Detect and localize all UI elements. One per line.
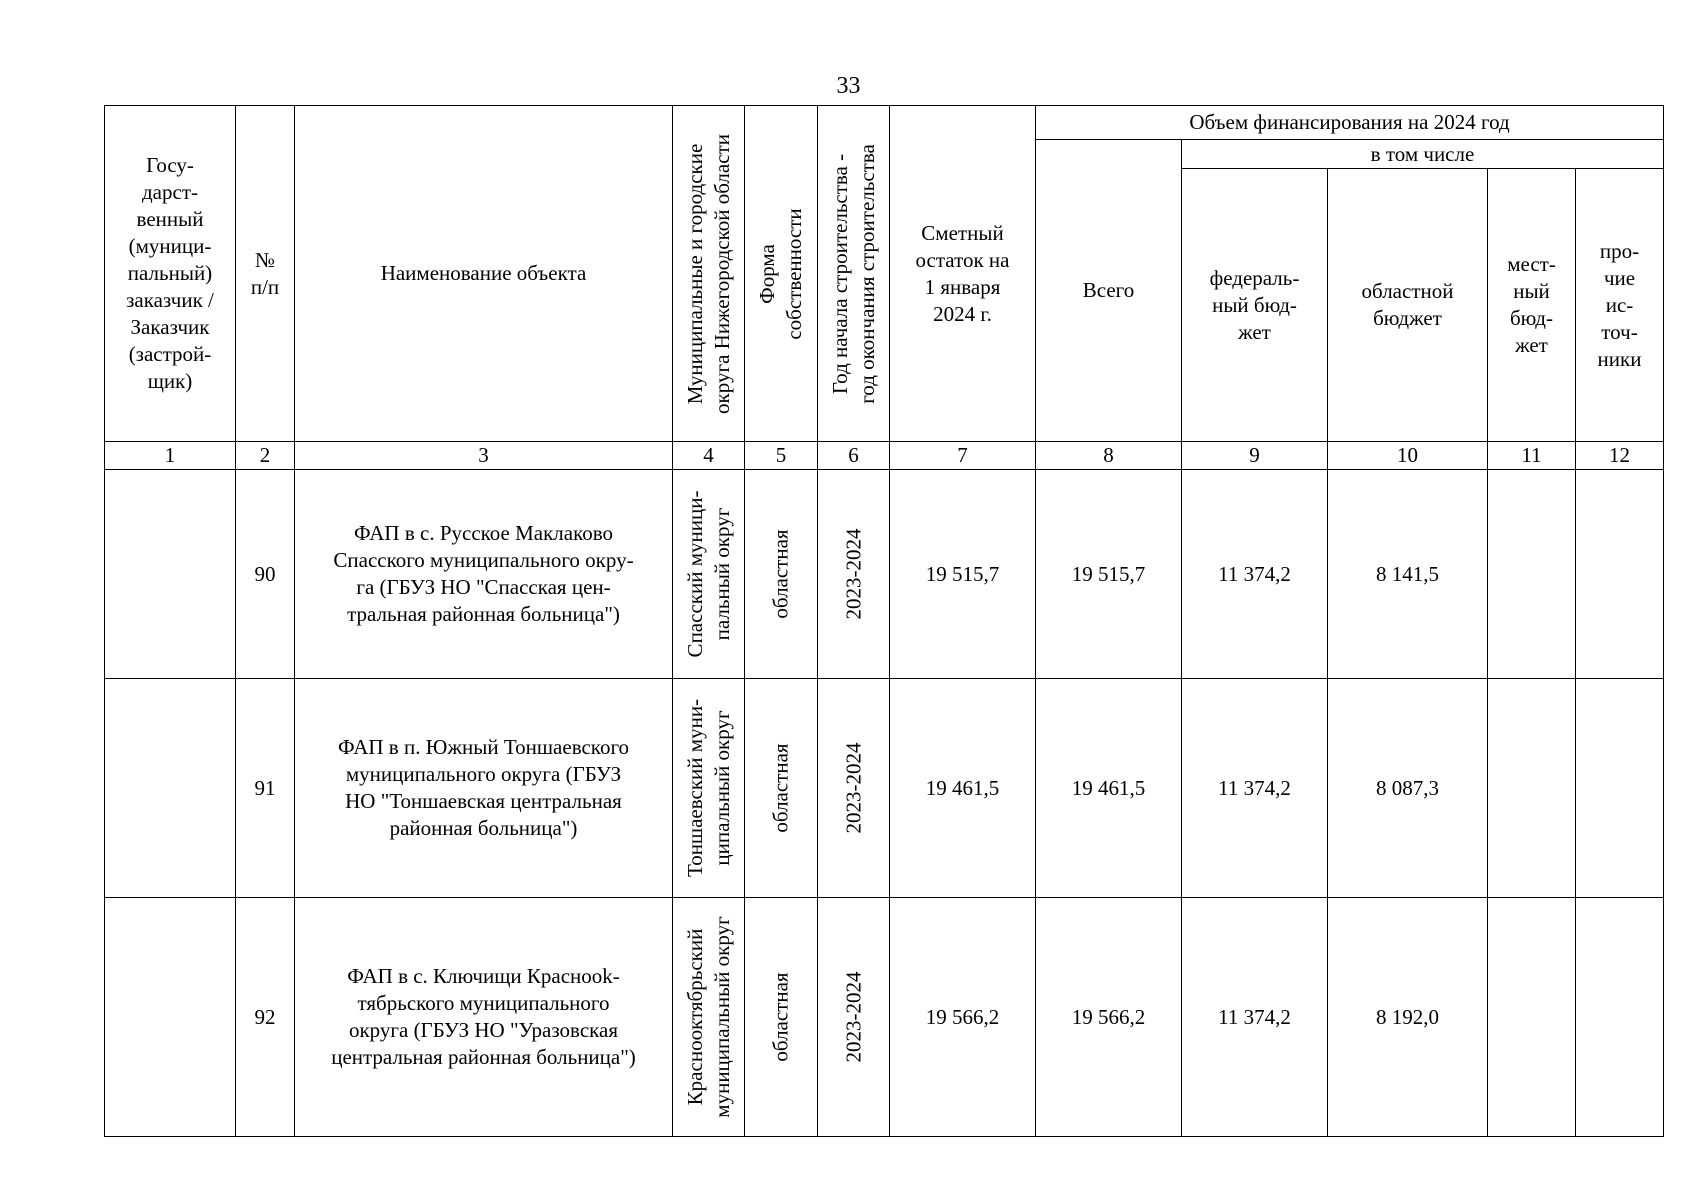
header-financing-title: Объем финансирования на 2024 год bbox=[1036, 106, 1664, 140]
column-number: 1 bbox=[105, 442, 236, 470]
header-total: Всего bbox=[1036, 140, 1182, 442]
column-number: 7 bbox=[890, 442, 1036, 470]
header-num: № п/п bbox=[236, 106, 295, 442]
cell-num: 90 bbox=[236, 470, 295, 679]
table-row bbox=[105, 679, 1664, 898]
cell-federal: 11 374,2 bbox=[1182, 898, 1328, 1137]
header-customer: Госу- дарст- венный (муници- пальный) заказчик / Заказчик (застрой- щик) bbox=[105, 106, 236, 442]
cell-ownership: областная bbox=[745, 679, 818, 898]
cell-other bbox=[1576, 898, 1664, 1137]
cell-years: 2023-2024 bbox=[818, 470, 890, 679]
cell-local bbox=[1488, 898, 1576, 1137]
cell-object-name: ФАП в п. Южный Тоншаевского муниципального округа (ГБУЗ НО "Тоншаевская центральная районная больница") bbox=[295, 679, 673, 898]
cell-years: 2023-2024 bbox=[818, 679, 890, 898]
cell-num: 91 bbox=[236, 679, 295, 898]
cell-ownership: областная bbox=[745, 898, 818, 1137]
table-row bbox=[105, 470, 1664, 679]
column-number: 12 bbox=[1576, 442, 1664, 470]
cell-estimate: 19 566,2 bbox=[890, 898, 1036, 1137]
page-number: 33 bbox=[836, 73, 861, 99]
header-ownership: Форма собственности bbox=[745, 106, 818, 442]
header-row-1 bbox=[105, 106, 1664, 140]
column-number: 3 bbox=[295, 442, 673, 470]
cell-local bbox=[1488, 679, 1576, 898]
cell-num: 92 bbox=[236, 898, 295, 1137]
cell-municipal: Спасский муници- пальный округ bbox=[673, 470, 745, 679]
header-including: в том числе bbox=[1182, 140, 1664, 169]
cell-total: 19 515,7 bbox=[1036, 470, 1182, 679]
cell-other bbox=[1576, 470, 1664, 679]
cell-municipal: Краснооктябрьский муниципальный округ bbox=[673, 898, 745, 1137]
cell-total: 19 566,2 bbox=[1036, 898, 1182, 1137]
cell-object-name: ФАП в с. Ключищи Краснook- тябрьского муниципального округа (ГБУЗ НО "Уразовская центральная районная больница") bbox=[295, 898, 673, 1137]
column-number: 5 bbox=[745, 442, 818, 470]
cell-years: 2023-2024 bbox=[818, 898, 890, 1137]
header-regional: областной бюджет bbox=[1328, 169, 1488, 442]
cell-regional: 8 087,3 bbox=[1328, 679, 1488, 898]
header-object-name: Наименование объекта bbox=[295, 106, 673, 442]
column-number: 4 bbox=[673, 442, 745, 470]
cell-customer bbox=[105, 470, 236, 679]
cell-total: 19 461,5 bbox=[1036, 679, 1182, 898]
cell-municipal: Тоншаевский муни- ципальный округ bbox=[673, 679, 745, 898]
cell-regional: 8 192,0 bbox=[1328, 898, 1488, 1137]
header-other: про- чие ис- точ- ники bbox=[1576, 169, 1664, 442]
header-years: Год начала строительства - год окончания строительства bbox=[818, 106, 890, 442]
column-number: 8 bbox=[1036, 442, 1182, 470]
cell-object-name: ФАП в с. Русское Маклаково Спасского муниципального окру- га (ГБУЗ НО "Спасская цен- тральная районная больница") bbox=[295, 470, 673, 679]
column-number: 10 bbox=[1328, 442, 1488, 470]
cell-customer bbox=[105, 679, 236, 898]
table-row bbox=[105, 898, 1664, 1137]
header-estimate: Сметный остаток на 1 января 2024 г. bbox=[890, 106, 1036, 442]
header-federal: федераль- ный бюд- жет bbox=[1182, 169, 1328, 442]
cell-federal: 11 374,2 bbox=[1182, 470, 1328, 679]
column-number: 9 bbox=[1182, 442, 1328, 470]
header-local: мест- ный бюд- жет bbox=[1488, 169, 1576, 442]
cell-regional: 8 141,5 bbox=[1328, 470, 1488, 679]
cell-ownership: областная bbox=[745, 470, 818, 679]
column-number: 11 bbox=[1488, 442, 1576, 470]
cell-other bbox=[1576, 679, 1664, 898]
column-numbers-row bbox=[105, 442, 1664, 470]
cell-estimate: 19 461,5 bbox=[890, 679, 1036, 898]
cell-federal: 11 374,2 bbox=[1182, 679, 1328, 898]
header-municipal: Муниципальные и городские округа Нижегородской области bbox=[673, 106, 745, 442]
column-number: 2 bbox=[236, 442, 295, 470]
cell-customer bbox=[105, 898, 236, 1137]
cell-local bbox=[1488, 470, 1576, 679]
cell-estimate: 19 515,7 bbox=[890, 470, 1036, 679]
financing-table bbox=[104, 105, 1664, 1137]
column-number: 6 bbox=[818, 442, 890, 470]
